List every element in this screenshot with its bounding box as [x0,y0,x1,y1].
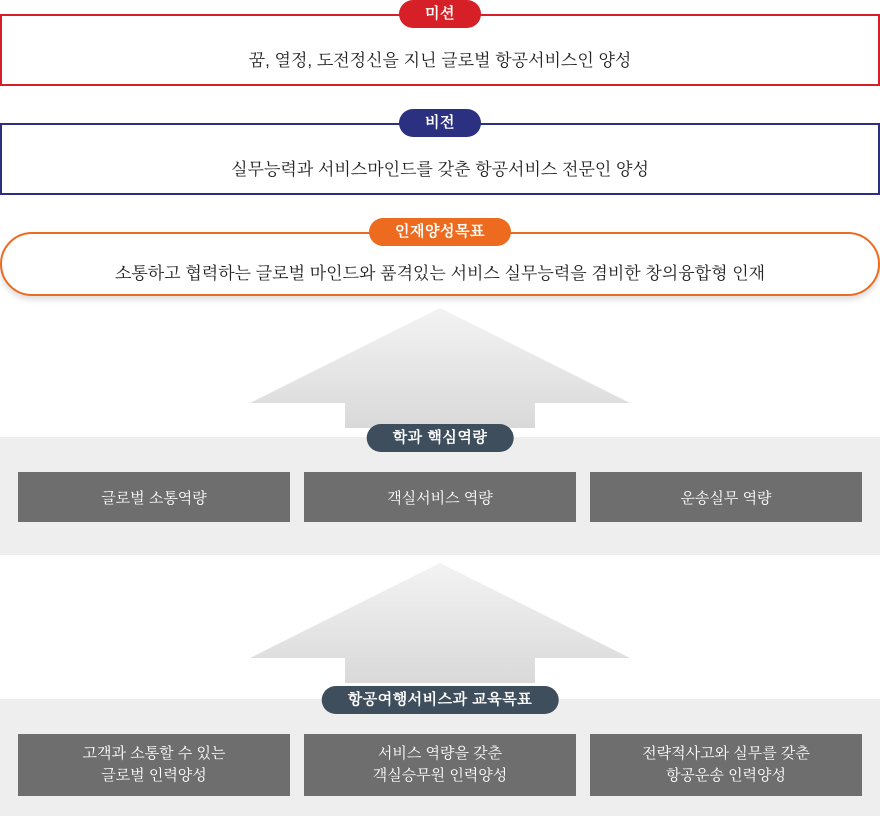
core-competency-panel [0,437,880,555]
vision-text: 실무능력과 서비스마인드를 갖춘 항공서비스 전문인 양성 [231,159,649,179]
core-competency-card-list [18,472,862,522]
education-goal-card-line: 글로벌 인력양성 [101,767,207,784]
education-goal-card-line: 객실승무원 인력양성 [372,767,508,784]
education-goal-card [304,734,576,796]
education-goal-card [18,734,290,796]
education-goal-card-line: 서비스 역량을 갖춘 [377,745,503,763]
core-competency-card: 객실서비스 역량 [304,472,576,522]
core-competency-card: 운송실무 역량 [590,472,862,522]
education-goal-card-line: 전략적사고와 실무를 갖춘 [642,745,810,763]
talent-goal-text: 소통하고 협력하는 글로벌 마인드와 품격있는 서비스 실무능력을 겸비한 창의융합형 인재 [114,263,766,283]
education-goal-card-list [18,734,862,796]
talent-goal-badge: 인재양성목표 [369,218,511,246]
core-competency-badge: 학과 핵심역량 [367,424,514,452]
education-goal-panel [0,699,880,816]
mission-text: 꿈, 열정, 도전정신을 지닌 글로벌 항공서비스인 양성 [248,50,632,70]
education-goal-card-line: 항공운송 인력양성 [665,767,787,784]
vision-badge: 비전 [399,109,481,137]
mission-badge: 미션 [399,0,481,28]
education-goal-card [590,734,862,796]
upward-arrow-bottom-icon [250,563,630,683]
education-goal-badge: 항공여행서비스과 교육목표 [322,686,559,714]
education-goal-card-line: 고객과 소통할 수 있는 [82,745,226,763]
core-competency-card: 글로벌 소통역량 [18,472,290,522]
upward-arrow-top-icon [250,308,630,428]
